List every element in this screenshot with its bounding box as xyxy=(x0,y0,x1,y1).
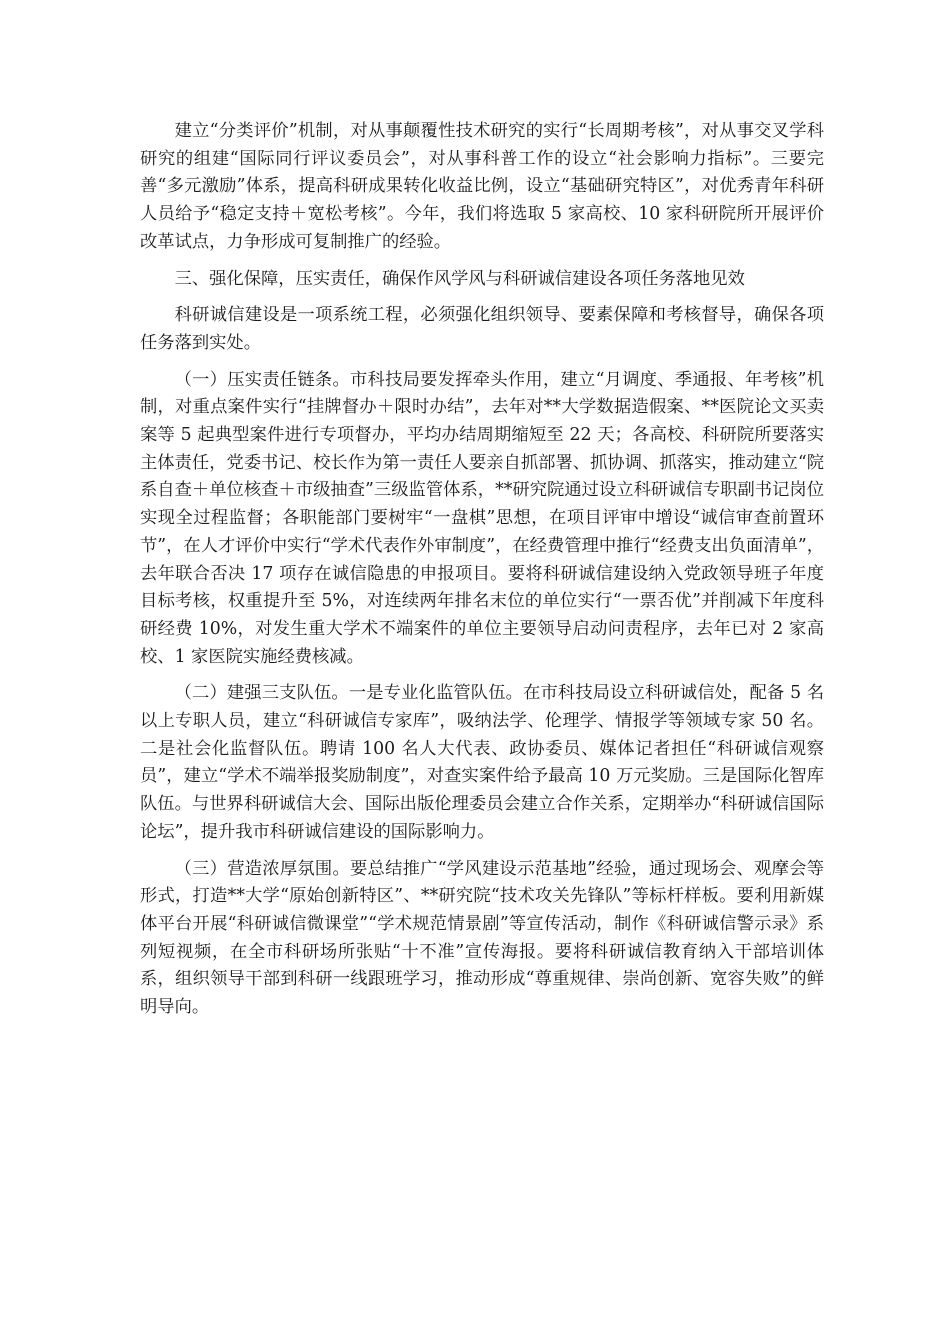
paragraph-system-engineering: 科研诚信建设是一项系统工程，必须强化组织领导、要素保障和考核督导，确保各项任务落到实处。 xyxy=(140,305,824,353)
paragraph-three-teams: （二）建强三支队伍。一是专业化监管队伍。在市科技局设立科研诚信处，配备 5 名以上专职人员，建立“科研诚信专家库”，吸纳法学、伦理学、情报学等领域专家 50 名。二是社会化监督队伍。聘请 100 名人大代表、政协委员、媒体记者担任“科研诚信观察员”，建立“学术不端举报奖励制度”，对查实案件给予最高 10 万元奖励。三是国际化智库队伍。与世界科研诚信大会、国际出版伦理委员会建立合作关系，定期举办“科研诚信国际论坛”，提升我市科研诚信建设的国际影响力。 xyxy=(140,683,824,842)
document-page xyxy=(140,118,824,1031)
paragraph-evaluation-mechanism: 建立“分类评价”机制，对从事颠覆性技术研究的实行“长周期考核”，对从事交叉学科研究的组建“国际同行评议委员会”，对从事科普工作的设立“社会影响力指标”。三要完善“多元激励”体系，提高科研成果转化收益比例，设立“基础研究特区”，对优秀青年科研人员给予“稳定支持＋宽松考核”。今年，我们将选取 5 家高校、10 家科研院所开展评价改革试点，力争形成可复制推广的经验。 xyxy=(140,121,824,252)
paragraph-atmosphere: （三）营造浓厚氛围。要总结推广“学风建设示范基地”经验，通过现场会、观摩会等形式，打造**大学“原始创新特区”、**研究院“技术攻关先锋队”等标杆样板。要利用新媒体平台开展“科研诚信微课堂”“学术规范情景剧”等宣传活动，制作《科研诚信警示录》系列短视频，在全市科研场所张贴“十不准”宣传海报。要将科研诚信教育纳入干部培训体系，组织领导干部到科研一线跟班学习，推动形成“尊重规律、崇尚创新、宽容失败”的鲜明导向。 xyxy=(140,858,824,1018)
section-heading-three: 三、强化保障，压实责任，确保作风学风与科研诚信建设各项任务落地见效 xyxy=(174,268,745,289)
paragraph-responsibility-chain: （一）压实责任链条。市科技局要发挥牵头作用，建立“月调度、季通报、年考核”机制，对重点案件实行“挂牌督办＋限时办结”，去年对**大学数据造假案、**医院论文买卖案等 5 起典型案件进行专项督办，平均办结周期缩短至 22 天；各高校、科研院所要落实主体责任，党委书记、校长作为第一责任人要亲自抓部署、抓协调、抓落实，推动建立“院系自查＋单位核查＋市级抽查”三级监管体系，**研究院通过设立科研诚信专职副书记岗位实现全过程监督；各职能部门要树牢“一盘棋”思想，在项目评审中增设“诚信审查前置环节”，在人才评价中实行“学术代表作外审制度”，在经费管理中推行“经费支出负面清单”，去年联合否决 17 项存在诚信隐患的申报项目。要将科研诚信建设纳入党政领导班子年度目标考核，权重提升至 5%，对连续两年排名末位的单位实行“一票否优”并削减下年度科研经费 10%，对发生重大学术不端案件的单位主要领导启动问责程序，去年已对 2 家高校、1 家医院实施经费核减。 xyxy=(140,369,824,667)
